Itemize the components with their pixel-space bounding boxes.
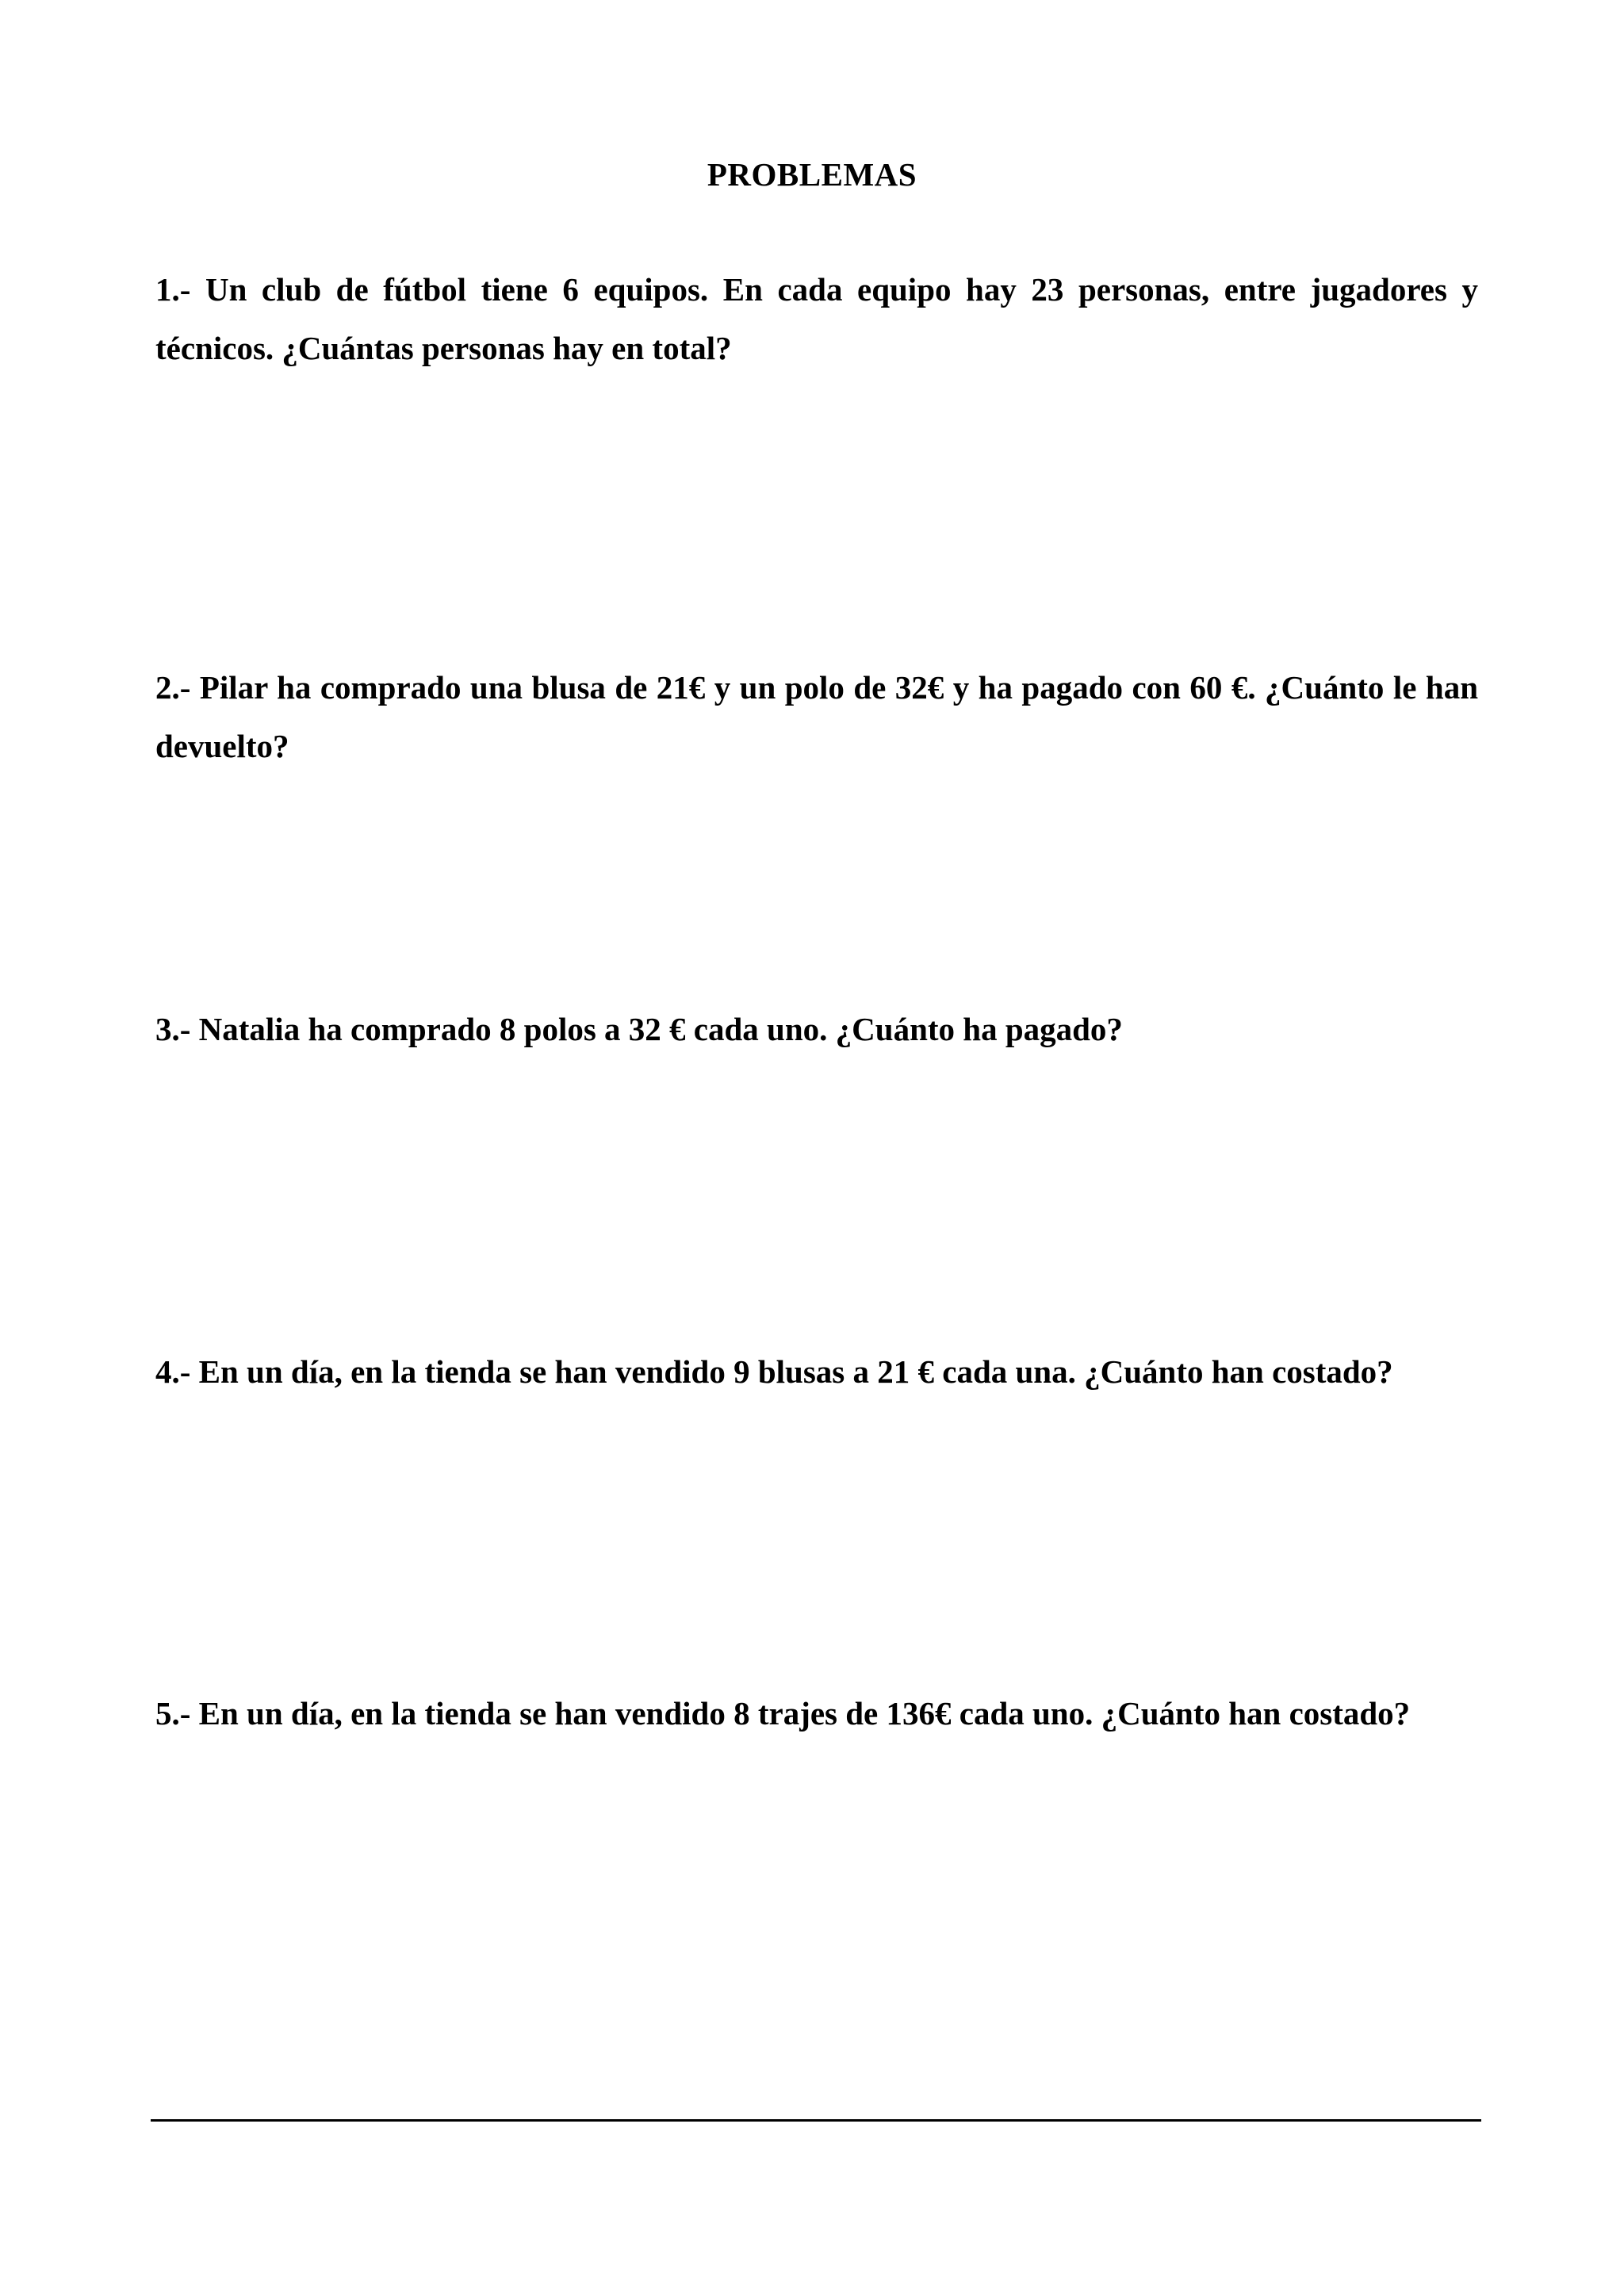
page-title: PROBLEMAS [707, 156, 917, 193]
problem-1: 1.- Un club de fútbol tiene 6 equipos. En cada equipo hay 23 personas, entre jugadores y técnicos. ¿Cuántas personas hay en total? [155, 271, 1478, 366]
problem-4: 4.- En un día, en la tienda se han vendido 9 blusas a 21 € cada una. ¿Cuánto han costado? [155, 1353, 1393, 1390]
problem-2: 2.- Pilar ha comprado una blusa de 21€ y un polo de 32€ y ha pagado con 60 €. ¿Cuánto le han devuelto? [155, 669, 1478, 764]
problem-5: 5.- En un día, en la tienda se han vendido 8 trajes de 136€ cada uno. ¿Cuánto han costado? [155, 1695, 1411, 1732]
problem-3: 3.- Natalia ha comprado 8 polos a 32 € cada uno. ¿Cuánto ha pagado? [155, 1011, 1123, 1047]
footer-divider [151, 2119, 1481, 2122]
